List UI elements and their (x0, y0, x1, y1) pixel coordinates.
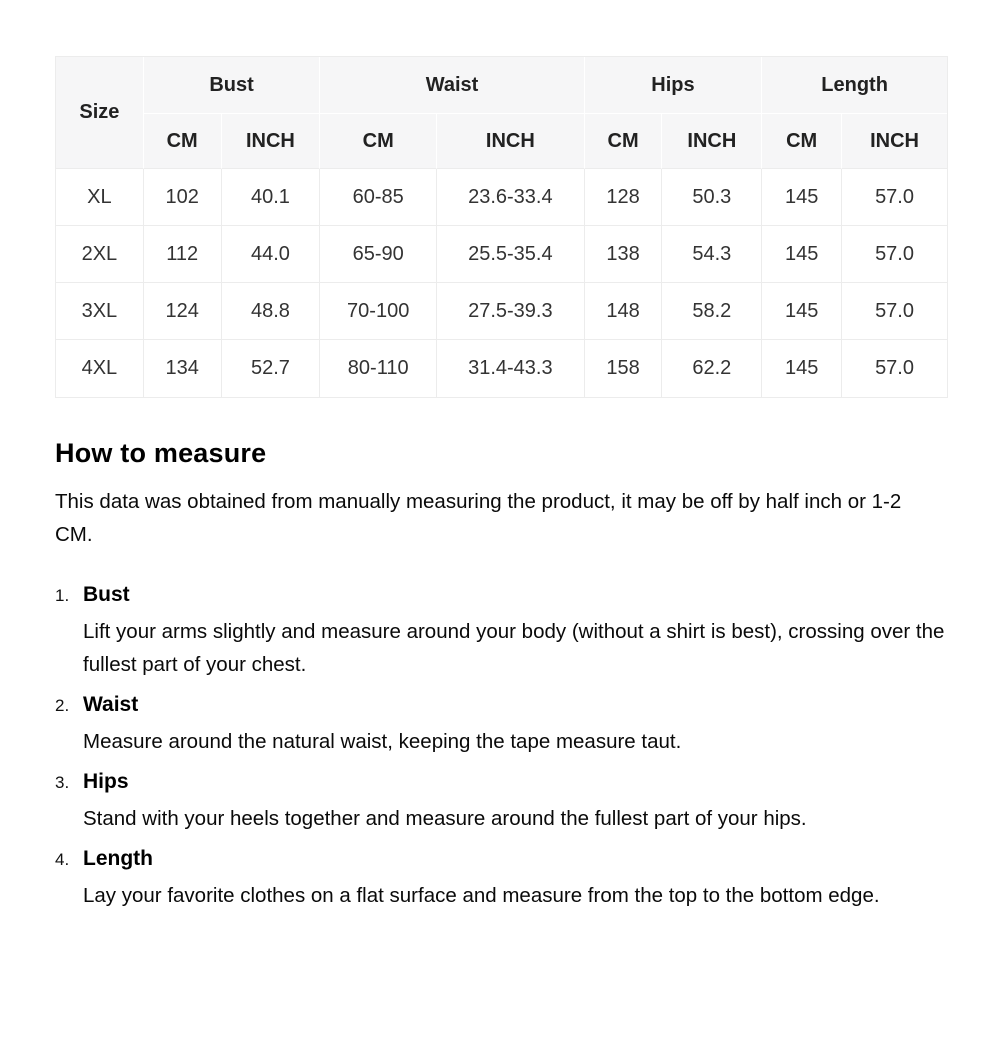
bust-inch-cell: 48.8 (222, 283, 321, 340)
length-cm-cell: 145 (762, 340, 842, 397)
size-cell: 2XL (56, 226, 144, 283)
table-row-3xl (56, 283, 947, 340)
bust-cm-cell: 112 (144, 226, 222, 283)
size-cell: 3XL (56, 283, 144, 340)
step-number: 1. (55, 586, 70, 605)
hips-cm-cell: 148 (585, 283, 663, 340)
table-header-unit-row (56, 114, 947, 169)
hips-inch-header: INCH (662, 114, 762, 169)
size-cell: XL (56, 169, 144, 226)
bust-cm-cell: 134 (144, 340, 222, 397)
column-header-size: Size (56, 57, 144, 169)
how-to-measure-title: How to measure (55, 438, 267, 468)
measure-step-waist (55, 693, 948, 758)
waist-inch-cell: 31.4-43.3 (437, 340, 585, 397)
length-inch-cell: 57.0 (842, 226, 947, 283)
how-to-measure-intro: This data was obtained from manually measuring the product, it may be off by half inch or 1-2 CM. (55, 490, 902, 546)
hips-inch-cell: 54.3 (662, 226, 762, 283)
step-description: Stand with your heels together and measure around the fullest part of your hips. (83, 807, 807, 830)
column-header-waist: Waist (320, 57, 584, 114)
length-inch-header: INCH (842, 114, 947, 169)
length-inch-cell: 57.0 (842, 340, 947, 397)
step-heading (55, 847, 948, 871)
step-description: Lift your arms slightly and measure around your body (without a shirt is best), crossing over the fullest part of your chest. (83, 620, 945, 676)
size-chart-table (55, 56, 948, 398)
column-header-hips: Hips (585, 57, 763, 114)
bust-inch-header: INCH (222, 114, 321, 169)
bust-cm-cell: 124 (144, 283, 222, 340)
table-row-2xl (56, 226, 947, 283)
length-cm-header: CM (762, 114, 842, 169)
step-number: 4. (55, 850, 70, 869)
table-row-4xl (56, 340, 947, 397)
hips-inch-cell: 62.2 (662, 340, 762, 397)
hips-inch-cell: 50.3 (662, 169, 762, 226)
waist-inch-cell: 25.5-35.4 (437, 226, 585, 283)
length-inch-cell: 57.0 (842, 283, 947, 340)
measure-step-hips (55, 770, 948, 835)
waist-inch-cell: 23.6-33.4 (437, 169, 585, 226)
length-cm-cell: 145 (762, 169, 842, 226)
waist-cm-cell: 80-110 (320, 340, 437, 397)
column-header-bust: Bust (144, 57, 321, 114)
step-term: Bust (83, 583, 130, 606)
bust-cm-header: CM (144, 114, 222, 169)
measure-steps-list (55, 583, 948, 912)
waist-inch-header: INCH (437, 114, 585, 169)
table-header-group-row (56, 57, 947, 114)
step-number: 3. (55, 773, 70, 792)
step-number: 2. (55, 696, 70, 715)
hips-cm-cell: 128 (585, 169, 663, 226)
step-heading (55, 770, 948, 794)
hips-inch-cell: 58.2 (662, 283, 762, 340)
length-cm-cell: 145 (762, 226, 842, 283)
column-header-length: Length (762, 57, 947, 114)
step-description: Measure around the natural waist, keeping the tape measure taut. (83, 730, 682, 753)
step-term: Hips (83, 770, 129, 793)
table-row-xl (56, 169, 947, 226)
step-heading (55, 693, 948, 717)
how-to-measure-section (55, 438, 948, 912)
step-term: Length (83, 847, 153, 870)
step-term: Waist (83, 693, 139, 716)
step-heading (55, 583, 948, 607)
hips-cm-cell: 138 (585, 226, 663, 283)
bust-inch-cell: 52.7 (222, 340, 321, 397)
size-cell: 4XL (56, 340, 144, 397)
waist-cm-cell: 60-85 (320, 169, 437, 226)
bust-inch-cell: 40.1 (222, 169, 321, 226)
waist-cm-header: CM (320, 114, 437, 169)
length-inch-cell: 57.0 (842, 169, 947, 226)
measure-step-bust (55, 583, 948, 681)
hips-cm-cell: 158 (585, 340, 663, 397)
bust-cm-cell: 102 (144, 169, 222, 226)
waist-cm-cell: 70-100 (320, 283, 437, 340)
measure-step-length (55, 847, 948, 912)
hips-cm-header: CM (585, 114, 663, 169)
waist-inch-cell: 27.5-39.3 (437, 283, 585, 340)
length-cm-cell: 145 (762, 283, 842, 340)
bust-inch-cell: 44.0 (222, 226, 321, 283)
step-description: Lay your favorite clothes on a flat surface and measure from the top to the bottom edge. (83, 884, 880, 907)
waist-cm-cell: 65-90 (320, 226, 437, 283)
